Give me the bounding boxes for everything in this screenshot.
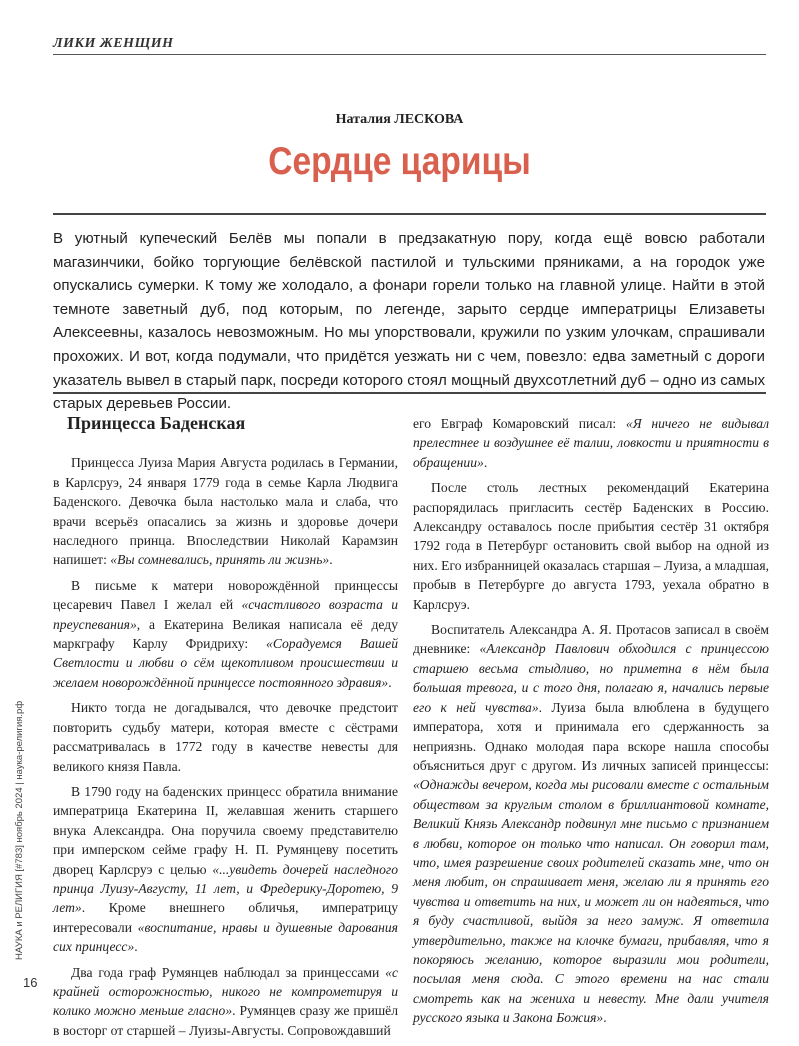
paragraph: его Евграф Комаровский писал: «Я ничего не видывал прелестнее и воздушнее её талии, ловкости и приятности в обращении».: [413, 416, 769, 470]
article-author: Наталия ЛЕСКОВА: [335, 112, 464, 127]
paragraph: В письме к матери новорождённой принцессы цесаревич Павел I желал ей «счастливого возраста и преуспевания», а Екатерина Великая написала её деду маркграфу Карлу Фридриху: «Сорадуемся Вашей Светлости и любви о сём щекотливом происшествии и желаем новорождённой принцессе постоянного здравия».: [53, 577, 398, 690]
page-number: 16: [23, 975, 38, 990]
section-rubric: ЛИКИ ЖЕНЩИН: [53, 36, 174, 51]
lead-top-rule: [53, 213, 766, 215]
paragraph: После столь лестных рекомендаций Екатерина распорядилась пригласить сестёр Баденских в Россию. Александру оставалось после прибытия сестёр 31 октября 1792 года в Петербург остановить свой выбор на одной из них. Его избранницей оказалась старшая – Луиза, а младшая, пробыв в Петербурге до августа 1793, уехала обратно в Карлсруэ.: [413, 480, 769, 612]
article-title: Сердце царицы: [268, 140, 531, 183]
paragraph: В 1790 году на баденских принцесс обратила внимание императрица Екатерина II, желавшая женить старшего внука Александра. Она поручила своему представителю при имперском сейме графу Н. П. Румянцеву посетить дворец Карлсруэ с целью «...увидеть дочерей наследного принца Луизу-Августу, 11 лет, и Фредерику-Доротею, 9 лет». Кроме внешнего обличья, императрицу интересовали «воспитание, нравы и душевные дарования сих принцесс».: [53, 783, 398, 955]
paragraph: Два года граф Румянцев наблюдал за принцессами «с крайней осторожностью, никого не компрометируя и колико можно меньше гласно». Румянцев сразу же пришёл в восторг от старшей – Луизы-Августы. Сопровождавший: [53, 964, 399, 1038]
side-imprint: НАУКА и РЕЛИГИЯ [#783] ноябрь 2024 | наука-религия.рф: [14, 700, 25, 960]
lead-bottom-rule: [53, 392, 766, 394]
subheading: Принцесса Баденская: [67, 413, 246, 433]
paragraph: Воспитатель Александра А. Я. Протасов записал в своём дневнике: «Александр Павлович обходился с принцессою старшею весьма стыдливо, но приметна в нём была большая тревога, и с того дня, полагаю я, начались первые его к ней чувства». Луиза была влюблена в будущего императора, хотя и принимала его сдержанность за неприязнь. Однако молодая пара вскоре нашла способы объясниться друг с другом. Из личных записей принцессы: «Однажды вечером, когда мы рисовали вместе с остальным обществом за круглым столом в бриллиантовой комнате, Великий Князь Александр подвинул мне письмо с признанием в любви, которое он только что написал. Он говорил там, что, имея разрешение своих родителей сказать мне, что он меня любит, он спрашивает меня, желаю ли я принять его чувства и ответить на них, и может ли он надеяться, что я буду счастливой, выйдя за него замуж. Я ответила утвердительно, также на клочке бумаги, прибавляя, что я покоряюсь желанию, которое выразили мои родители, посылая меня сюда. С этого времени на нас стали смотреть как на жениха и невесту. Мне дали учителя русского языка и Закона Божия».: [413, 622, 769, 1026]
left-column: [53, 414, 398, 1046]
rubric-divider: [53, 54, 766, 55]
right-column: [413, 414, 769, 1034]
article-lead: В уютный купеческий Белёв мы попали в предзакатную пору, когда ещё вовсю работали магазинчики, бойко торгующие белёвской пастилой и тульскими пряниками, а на городок уже опускались сумерки. К тому же холодало, а фонари горели только на главной улице. Найти в этой темноте заветный дуб, под которым, по легенде, зарыто сердце императрицы Елизаветы Алексеевны, казалось невозможным. Но мы упорствовали, кружили по узким улочкам, спрашивали прохожих. И вот, когда подумали, что придётся уезжать ни с чем, повезло: едва заметный с дороги указатель вывел в старый парк, посреди которого стоял мощный двухсотлетний дуб – одно из самых старых деревьев России.: [53, 230, 765, 413]
paragraph: Принцесса Луиза Мария Августа родилась в Германии, в Карлсруэ, 24 января 1779 года в семье Карла Людвига Баденского. Девочка была настолько мала и слаба, что врачи всерьёз опасались за жизнь и здоровье дочери наследного принца. Впоследствии Николай Карамзин напишет: «Вы сомневались, принять ли жизнь».: [53, 455, 398, 568]
paragraph: Никто тогда не догадывался, что девочке предстоит повторить судьбу матери, которая вместе с сёстрами рассматривалась в 1772 году в качестве невесты для великого князя Павла.: [53, 700, 398, 774]
